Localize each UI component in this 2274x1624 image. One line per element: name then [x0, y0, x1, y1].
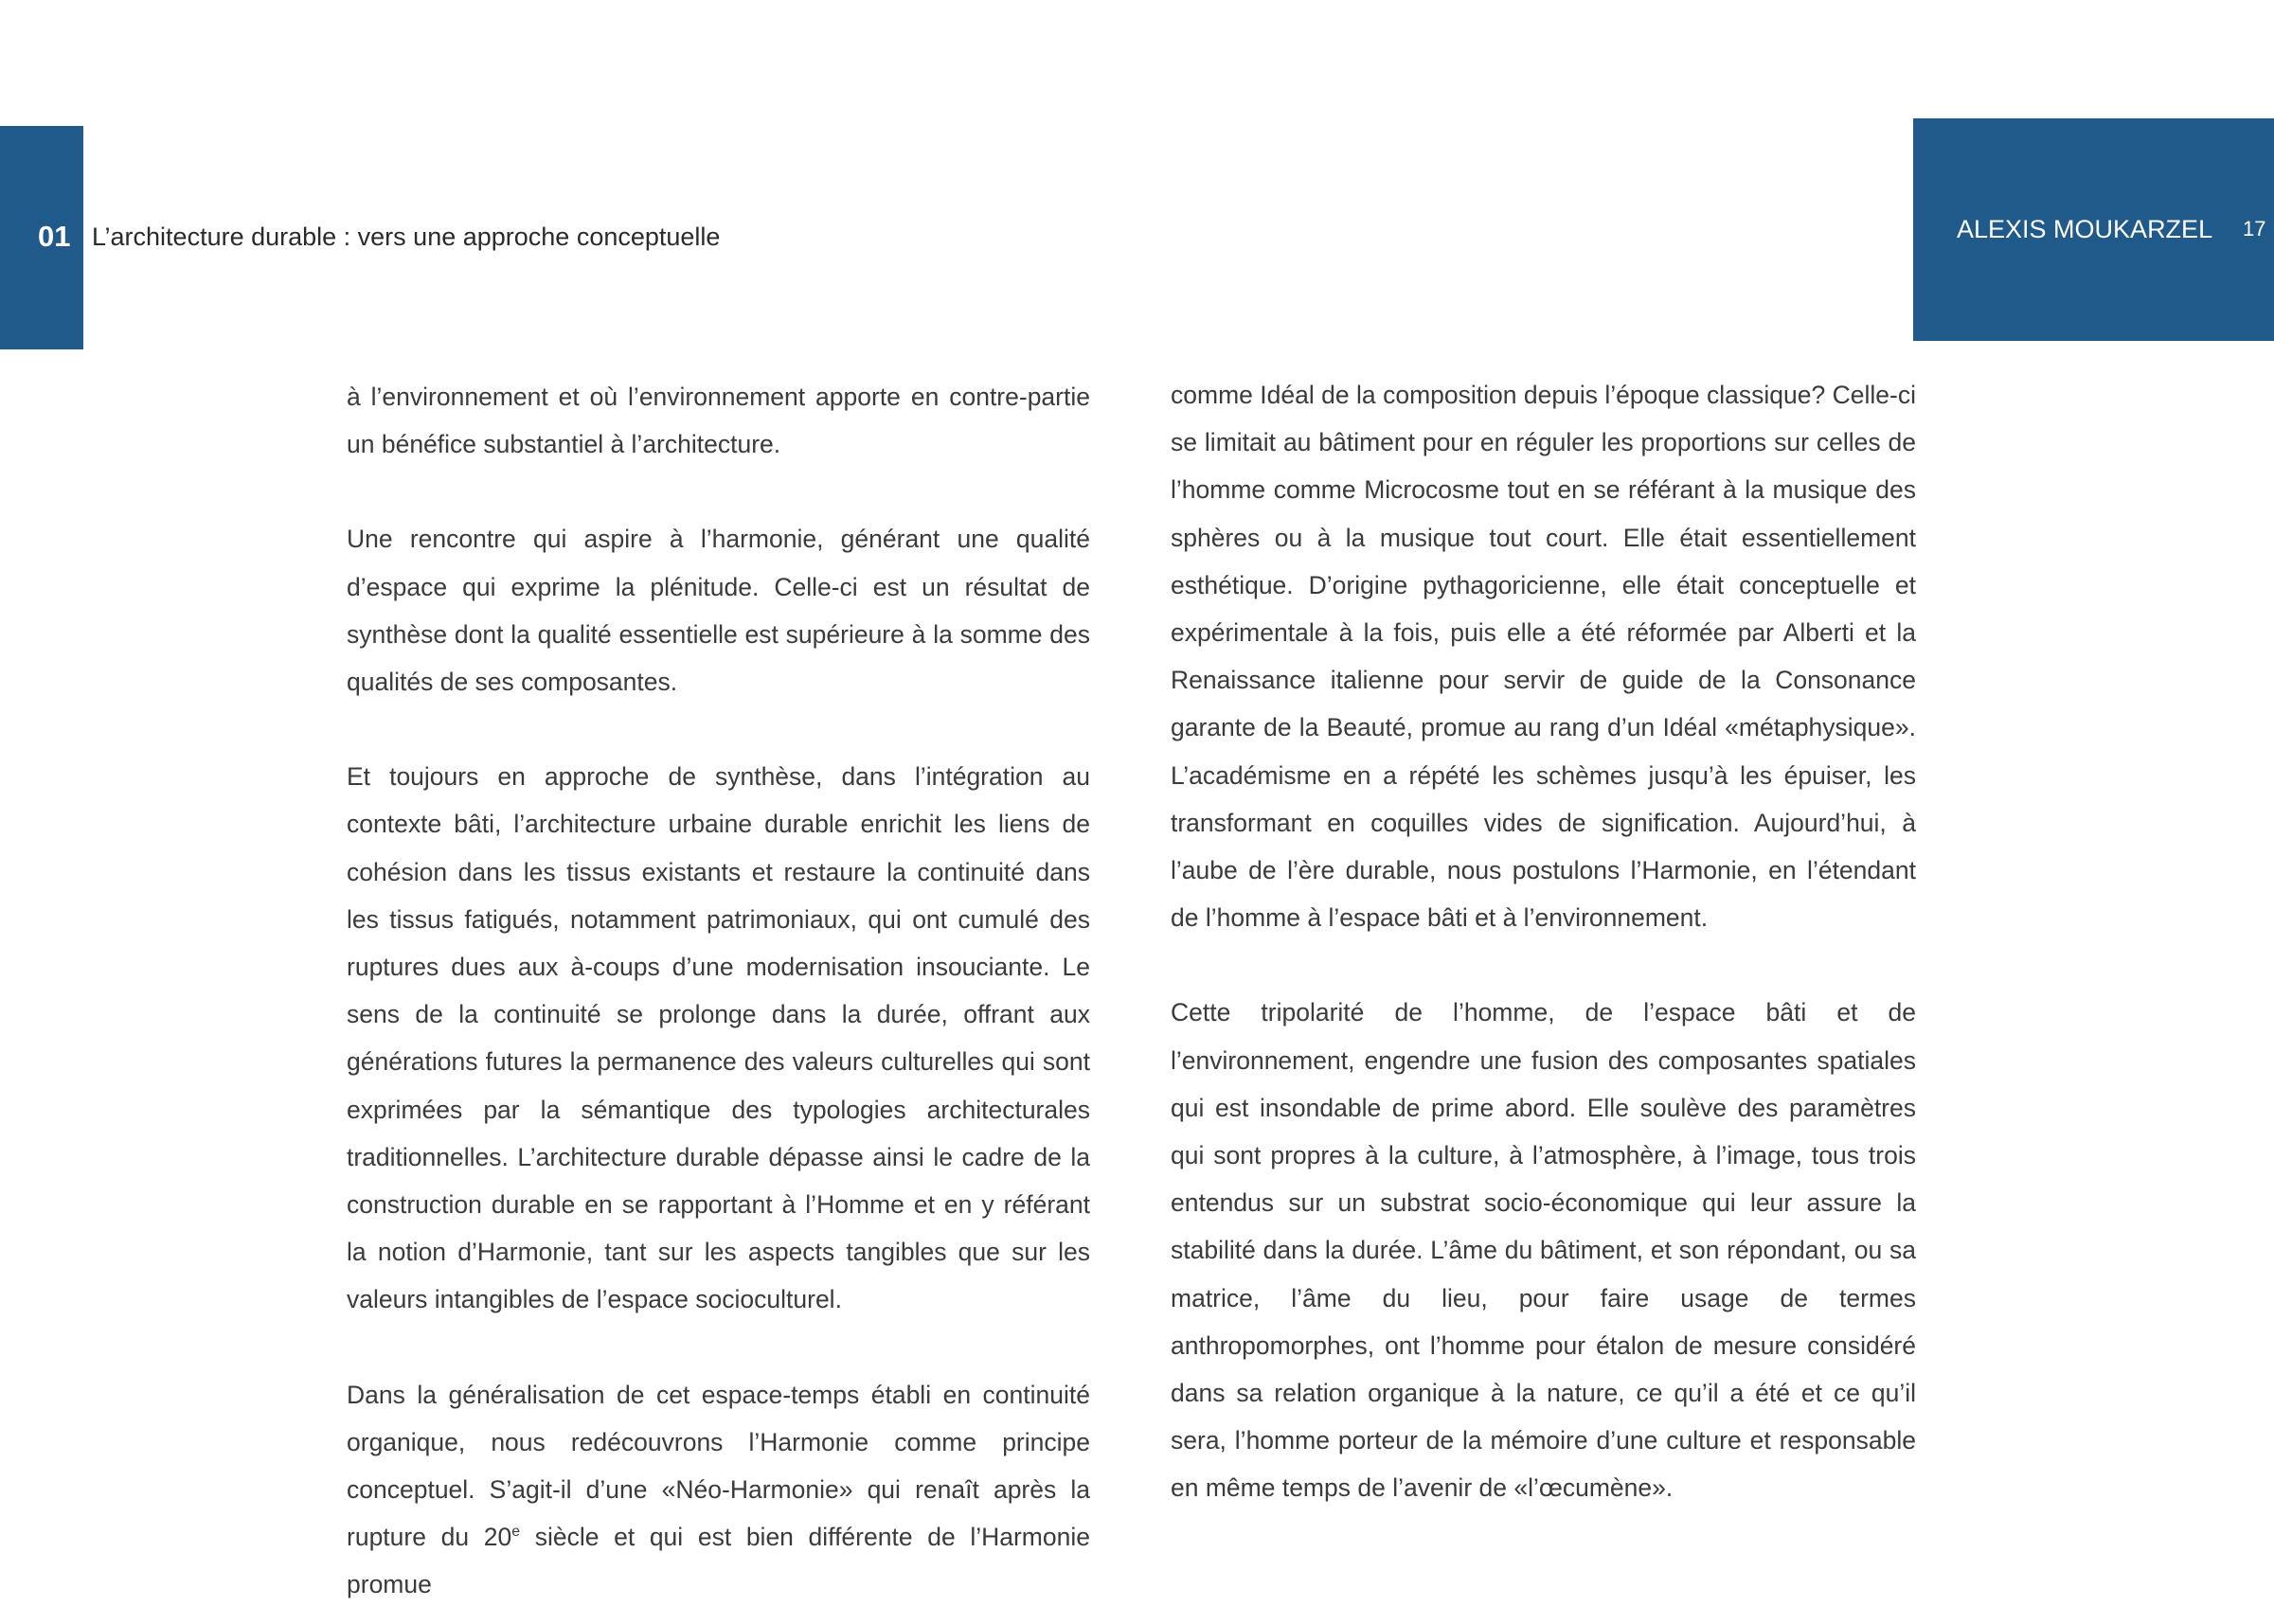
author-name: ALEXIS MOUKARZEL — [1957, 215, 2213, 243]
paragraph: à l’environnement et où l’environnement apporte en contre-partie un bénéfice substantiel à l’architecture. — [347, 383, 1090, 459]
chapter-title: L’architecture durable : vers une approche conceptuelle — [92, 223, 721, 251]
paragraph-text-end: siècle et qui est bien différente de l’Harmonie promue — [347, 1523, 1090, 1599]
paragraph — [347, 1371, 1090, 1609]
paragraph: Cette tripolarité de l’homme, de l’espace bâti et de l’environnement, engendre une fusion des composantes spatiales qui est insondable de prime abord. Elle soulève des paramètres qui sont propres à la culture, à l’atmosphère, à l’image, tous trois entendus sur un substrat socio-économique qui leur assure la stabilité dans la durée. L’âme du bâtiment, et son répondant, ou sa matrice, l’âme du lieu, pour faire usage de termes anthropomorphes, ont l’homme pour étalon de mesure considéré dans sa relation organique à la nature, ce qu’il a été et ce qu’il sera, l’homme porteur de la mémoire d’une culture et responsable en même temps de l’avenir de «l’œcumène». — [1171, 998, 1916, 1503]
century-superscript: e — [511, 1524, 521, 1541]
left-text-column — [347, 373, 1090, 1609]
paragraph: comme Idéal de la composition depuis l’époque classique? Celle-ci se limitait au bâtiment pour en réguler les proportions sur celles de l’homme comme Microcosme tout en se référant à la musique des sphères ou à la musique tout court. Elle était essentiellement esthétique. D’origine pythagoricienne, elle était conceptuelle et expérimentale à la fois, puis elle a été réformée par Alberti et la Renaissance italienne pour servir de guide de la Consonance garante de la Beauté, promue au rang d’un Idéal «métaphysique». L’académisme en a répété les schèmes jusqu’à les épuiser, les transformant en coquilles vides de signification. Aujourd’hui, à l’aube de l’ère durable, nous postulons l’Harmonie, en l’étendant de l’homme à l’espace bâti et à l’environnement. — [1171, 381, 1916, 933]
paragraph: Une rencontre qui aspire à l’harmonie, générant une qualité d’espace qui exprime la plénitude. Celle-ci est un résultat de synthèse dont la qualité essentielle est supérieure à la somme des qualités de ses composantes. — [347, 525, 1090, 697]
paragraph-text-start: Dans la généralisation de cet espace-temps établi en continuité organique, nous redécouvrons l’Harmonie comme principe conceptuel. S’agit-il d’une «Néo-Harmonie» qui renaît après la rupture du 20 — [347, 1380, 1090, 1552]
page-number: 17 — [2243, 217, 2266, 241]
right-text-column — [1171, 371, 1916, 1512]
chapter-number: 01 — [38, 220, 71, 253]
paragraph: Et toujours en approche de synthèse, dans l’intégration au contexte bâti, l’architecture urbaine durable enrichit les liens de cohésion dans les tissus existants et restaure la continuité dans les tissus fatigués, notamment patrimoniaux, qui ont cumulé des ruptures dues aux à-coups d’une modernisation insouciante. Le sens de la continuité se prolonge dans la durée, offrant aux générations futures la permanence des valeurs culturelles qui sont exprimées par la sémantique des typologies architecturales traditionnelles. L’architecture durable dépasse ainsi le cadre de la construction durable en se rapportant à l’Homme et en y référant la notion d’Harmonie, tant sur les aspects tangibles que sur les valeurs intangibles de l’espace socioculturel. — [347, 762, 1090, 1314]
